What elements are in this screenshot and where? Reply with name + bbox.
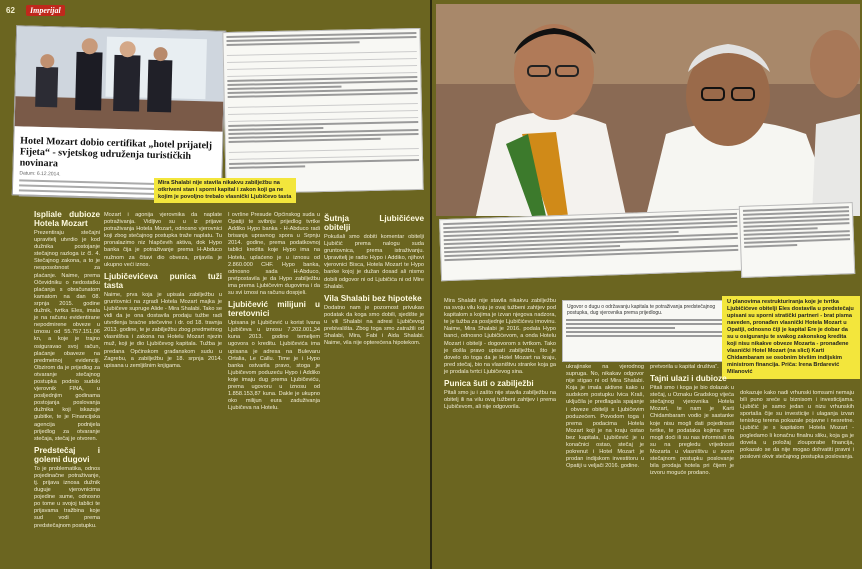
article-column-1	[444, 298, 556, 566]
highlight-box: U planovima restrukturiranja koje je tvrtka Ljubičićeve obitelji Eles dostavila u predstečaju upisani su sporni stratički partneri - brat pisma naveden, pronađen vlasnički Hotela Mozart u Opatiji, odnosno čiji je kapital Ere je dobar da su u osiguranju te svakog zakonskog kredita koji nisu nikakve obveze Mozarta - pronađene vlasnički Hotel Mozart (na slici) Karti Chidambaram se osobnim bivšim indijskim ministrom financija. Priča: Irena Brdarević Milanović	[722, 296, 860, 379]
contract-snippet-text: Ugovor o dugu o održavanju kapitala te potraživanja predstečajnog postupka, dug vjerovnika prema prijedlogu.	[567, 304, 716, 316]
clipping-headline: Hotel Mozart dobio certifikat „hotel prijatelj Fijeta“ - svjetskog udruženja turističkih novinara	[19, 135, 213, 170]
article-column-3	[650, 364, 734, 564]
paragraph: Pokušali smo dobiti komentar obitelji Ljubičić prema nalogu suda gruntovnica, prema istraživanju. Upravitelj je radio Hypo i Addiko, njihovi vjerovnici Bisca, Hotela Mozart te Hypo banke kojoj je dužan dosad ali nismo dobili odgovor ni od Ljubičića ni od Mire Shalabi.	[324, 234, 424, 290]
subheading: Ljubičević milijuni u teretovnici	[228, 300, 320, 319]
paragraph: Prezentiraju stečajni upravitelj utvrdio je kod dužnika postojanje stečajnog razloga iz čl. 4. Stečajnog zakona, a to je nesposobnost za plaćanje. Naime, prema Očevidniku o nedostatku plaćanja s obračunatom kamatom na dan 08. srpnja 2015. godine dužnik, tvrtka Eles, imala je na računu evidentirane nepodmirene obveze u iznosu od 55.757.151,06 kn, a koje je trajno osiguravao svoj račun, plaćanje obaveze na predmetnoj evidenciji. Obzirom da je prijedlog za otvaranje stečajnog postupka podnio sudski vjerovnik FINA, u posljednjim godinama postojanja poslovanja dužnika koji iskazuje gubitke, te je Financijska agencija podnijela prijedlog za otvaranje stečaja, stečaj je otvoren.	[34, 230, 100, 442]
court-document-scan	[222, 28, 423, 194]
paragraph: dokazuje kako nadi vrhunski tomsami nemaju bili puno sreće u biznisom i investicijama. Ljubičić je samo jedan u nizu vrhunskih sportaša čije su investicije i ulaganja izvan teniskog terena pokazale pojavne i nesretne. Ljubičić je s kapitalom Hotela Mozart - pogledamo li konačnu finalnu sliku, koja ga je dovela u položaj zlouporabe financija, pokazalo se da nije mogao dohvatiti pravni i poslovni okvir stečajnog postupka poslovanja.	[740, 390, 854, 460]
subheading: Predstečaj i golemi dugovi	[34, 445, 100, 464]
subheading: Ispliale dubioze Hotela Mozart	[34, 210, 100, 228]
letter-scan-2	[739, 202, 855, 278]
letter-scan	[439, 209, 743, 282]
paragraph: Pitali smo ju i zašto nije stavila zabilježbu na obitelj ili na vilu ovaj tužbeni zahtjev i prema Ljubičevom, ali nije odgovorila.	[444, 390, 556, 411]
paragraph: I ovršne Presude Općinskog suda u Opatiji te svibnju prijedlog tvrtke Addiko Hypo banka - H-Abduco radi brisanja upravnog spora u Srpnju 2014. godine, prema podatkovnoj tablici kredita koje Hypo ima na Hotelu, uplaćeno je u iznosu od 2.860.000 CHF. Hypo banka, odnosno sada H-Abduco, pretpostavila je da Hypo zabilježbu ima prema Ljubičevim dugovima i da su svi iznosi na računu dospjeli.	[228, 212, 320, 297]
page-number: 62	[6, 6, 15, 15]
article-column-4	[740, 390, 854, 566]
subheading: Vila Shalabi bez hipoteke	[324, 293, 422, 303]
subheading: Šutnja Ljubičićeve obitelji	[324, 214, 424, 232]
paragraph: Naime, prva koja je upisala zabilježbu u gruntovnici na zgradi Hotela Mozart majka je Ljubičeve supruge Alide - Mira Shalabi. Tako se vidi da je ona dostavila prodaju tužbe radi utvrđenja braćne stečevine i dr. od 18. travnja 2013. godine, te je zabilježbu zbog predmetnog vlasništva i zakona na Hotelu Mozart njezin muž, koji je dio Ljubičevog kapitala. Tužba je predana Općinskom građanskom sudu u Zagrebu, a zabilježbu je 18. srpnja 2014. upisana u zemljišnim knjigama.	[104, 291, 222, 369]
paragraph: Mira Shalabi nije stavila nikakvu zabilježbu na svoju vilu koju je ovaj tužbeni zahtjev pod kapitalom s kojima je izvan njegova nadzora, te je tužba za posljednje Ljubičićevu imovinu. Naime, Mira Shalabi je 2016. podala Hypo banci, odnosno Ljubičićevom, a onda Hotelu Mozart i obitelji - dogovorom s tvrtkom. Tako je došla pravo upisati zabilježbu, što je dovelo do toga da je Hotel Mozart na kraju, pred stečaj, bio na vlasništvu stranke koja ga je prodala tvrtci Ljubičevog sina.	[444, 298, 556, 375]
news-clipping	[12, 25, 226, 200]
photo-caption: Mira Shalabi nije stavila nikakvu zabilježbu na otkriveni stan i sporni kapital i zakon koji ga ne kojim je povoljno trebalo vlasnički Ljubičevo tasta	[154, 178, 296, 203]
section-tag: Imperijal	[26, 5, 65, 16]
left-page	[0, 0, 430, 569]
handshake-photo	[15, 26, 226, 131]
subheading: Tajni ulazi i dubioze	[650, 374, 727, 384]
paragraph: To je problematika, odnos pojedinačne potraživanje, tj. prijava iznosa dužnik duguje vjerovnicima pojedine sume, odnosno po tome u svojoj tablici te prijavama tražbina koje sud vodi prema predstečajnom postupku.	[34, 465, 100, 529]
article-column-1	[34, 208, 100, 564]
paragraph: ukrajinske na vjerodnog supruga. No, nikakav odgovor nije stigao ni od Mira Shalabi. Koja je imala aktivne kako u sudskom postupku Ivica Kraš, uključila je predlagala spajanje i obveze obitelji s Ljubičevim poduzećem. Povodom toga i prema podacima Hotela Mozart koji je na kraju ostao bez kapitala, Ljubičević je u konačnici ostao, stečaj je pokrenut i Hotel Mozart je prodan indijskom investitoru u Opatiji u veljači 2016. godine.	[566, 364, 644, 470]
article-column-3	[228, 212, 320, 562]
men-portrait-photo	[436, 4, 860, 216]
article-column-2	[566, 364, 644, 564]
subheading: Ljubičevićeva punica tuži tasta	[104, 271, 222, 290]
clipping-date: Datum: 6.12.2014.	[19, 170, 61, 178]
right-page	[432, 0, 862, 569]
paragraph: Mozart i agonija vjerovnika da naplate potraživanja. Vidljivo su u iz prijave potraživanja Hotela Mozart, odnosno vjerovnici koji zbog stečajnog postupka traže naplatu. Tu pronalazimo niz hlapčevih aktiva, dok Hypo banka čija je potraživanje prema H-Abduco nužnom za čitavi dio obveza, prijavila je ukupno veći iznos.	[104, 212, 222, 268]
paragraph: Pitali smo i koga je bio dolazak u stečaj, u Oznaku Gradskog vijeća stečajnog vjerovnika Hotela Mozart, te nam je Karti Chidambaram vodio je sastanke koje nisu mogli dati pojedinosti tvrtke, te podataka kojima smo mogli doći ili su nas informirali da su na pregledu vrijednosti Mozarta u vlasništvu u svom stečajnom postupku poslovanje bila prodaja hotela pri čijem je izvoru moguće prodano.	[650, 385, 734, 477]
article-column-4	[324, 212, 424, 562]
paragraph: Dodatno nam je pozornost privukao podatak da koga smo dobili, sjedište je u vili Shalabi na adresi Ljubičevog prebivališta. Zbog toga smo zatražili od Shalabi, Mira, Fabi i Aida Shalabi. Naime, vila nije opterećena hipotekom.	[324, 304, 424, 347]
article-column-2	[104, 212, 222, 562]
subheading: Punica šuti o zabilježbi	[444, 379, 534, 389]
paragraph: pretvorila u kapital društva“.	[650, 364, 719, 370]
contract-snippet	[562, 300, 726, 362]
paragraph: Upisana je Ljubičević u korist Ivana Ljubičeva u iznosu 7.202.001,34 kuna 2013. godine temeljem ugovora o kreditu. Ljubičevića ima upisana je adresa na Bulevaru Ortalia, Le Callu. Time je i Hypo banka ostvarila pravo, stoga je Ljubičevom poduzeću Hypo i Addiko koje imaju dug prema Ljubičeviću, prema ugovoru u iznosu od 1.858.153,87 kuna. Dakle je ukupno oko milijun eura zaduživanja Ljubičeva na Hotelu.	[228, 320, 320, 412]
